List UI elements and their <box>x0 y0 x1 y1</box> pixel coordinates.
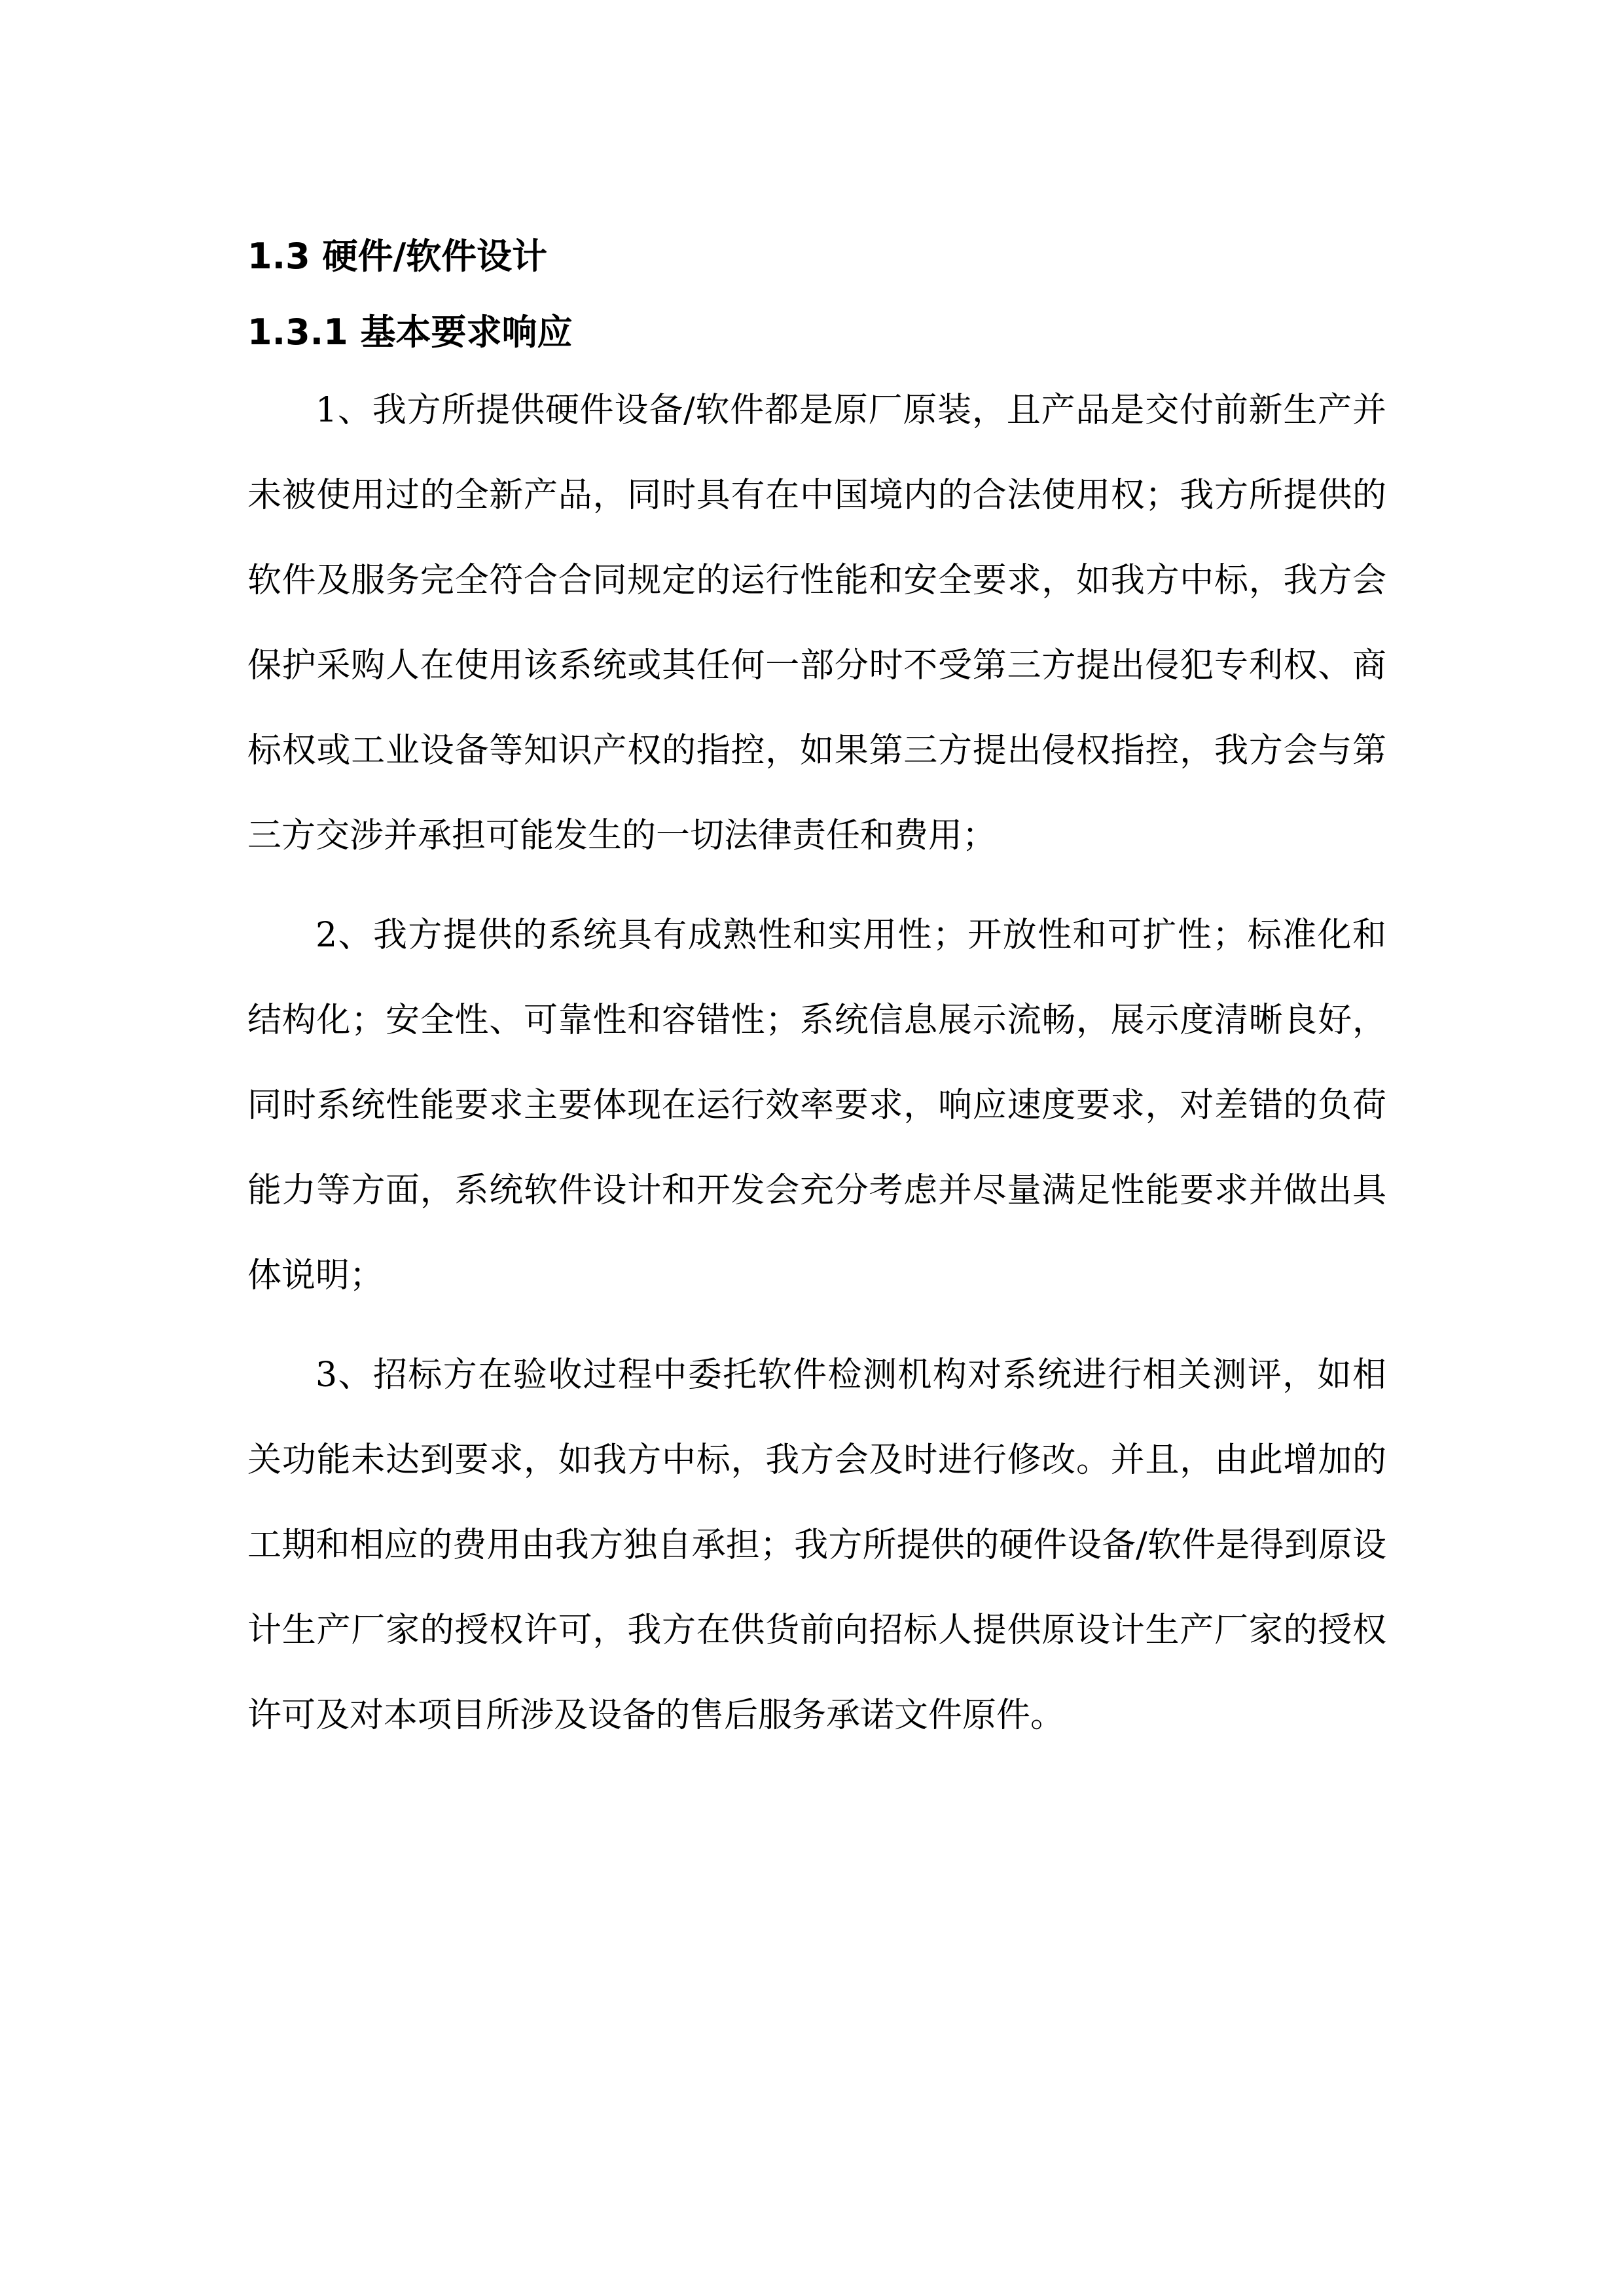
section-heading: 1.3 硬件/软件设计 <box>247 236 548 277</box>
paragraph-2: 2、我方提供的系统具有成熟性和实用性；开放性和可扩性；标准化和结构化；安全性、可靠性和容错性；系统信息展示流畅，展示度清晰良好，同时系统性能要求主要体现在运行效率要求，响应速度要求，对差错的负荷能力等方面，系统软件设计和开发会充分考虑并尽量满足性能要求并做出具体说明； <box>247 916 1386 1295</box>
subsection-heading: 1.3.1 基本要求响应 <box>247 312 573 353</box>
paragraph-3: 3、招标方在验收过程中委托软件检测机构对系统进行相关测评，如相关功能未达到要求，如我方中标，我方会及时进行修改。并且，由此增加的工期和相应的费用由我方独自承担；我方所提供的硬件设备/软件是得到原设计生产厂家的授权许可，我方在供货前向招标人提供原设计生产厂家的授权许可及对本项目所涉及设备的售后服务承诺文件原件。 <box>247 1355 1386 1735</box>
paragraph-1: 1、我方所提供硬件设备/软件都是原厂原装，且产品是交付前新生产并未被使用过的全新产品，同时具有在中国境内的合法使用权；我方所提供的软件及服务完全符合合同规定的运行性能和安全要求，如我方中标，我方会保护采购人在使用该系统或其任何一部分时不受第三方提出侵犯专利权、商标权或工业设备等知识产权的指控，如果第三方提出侵权指控，我方会与第三方交涉并承担可能发生的一切法律责任和费用； <box>247 391 1386 855</box>
document-body <box>247 209 1386 1758</box>
